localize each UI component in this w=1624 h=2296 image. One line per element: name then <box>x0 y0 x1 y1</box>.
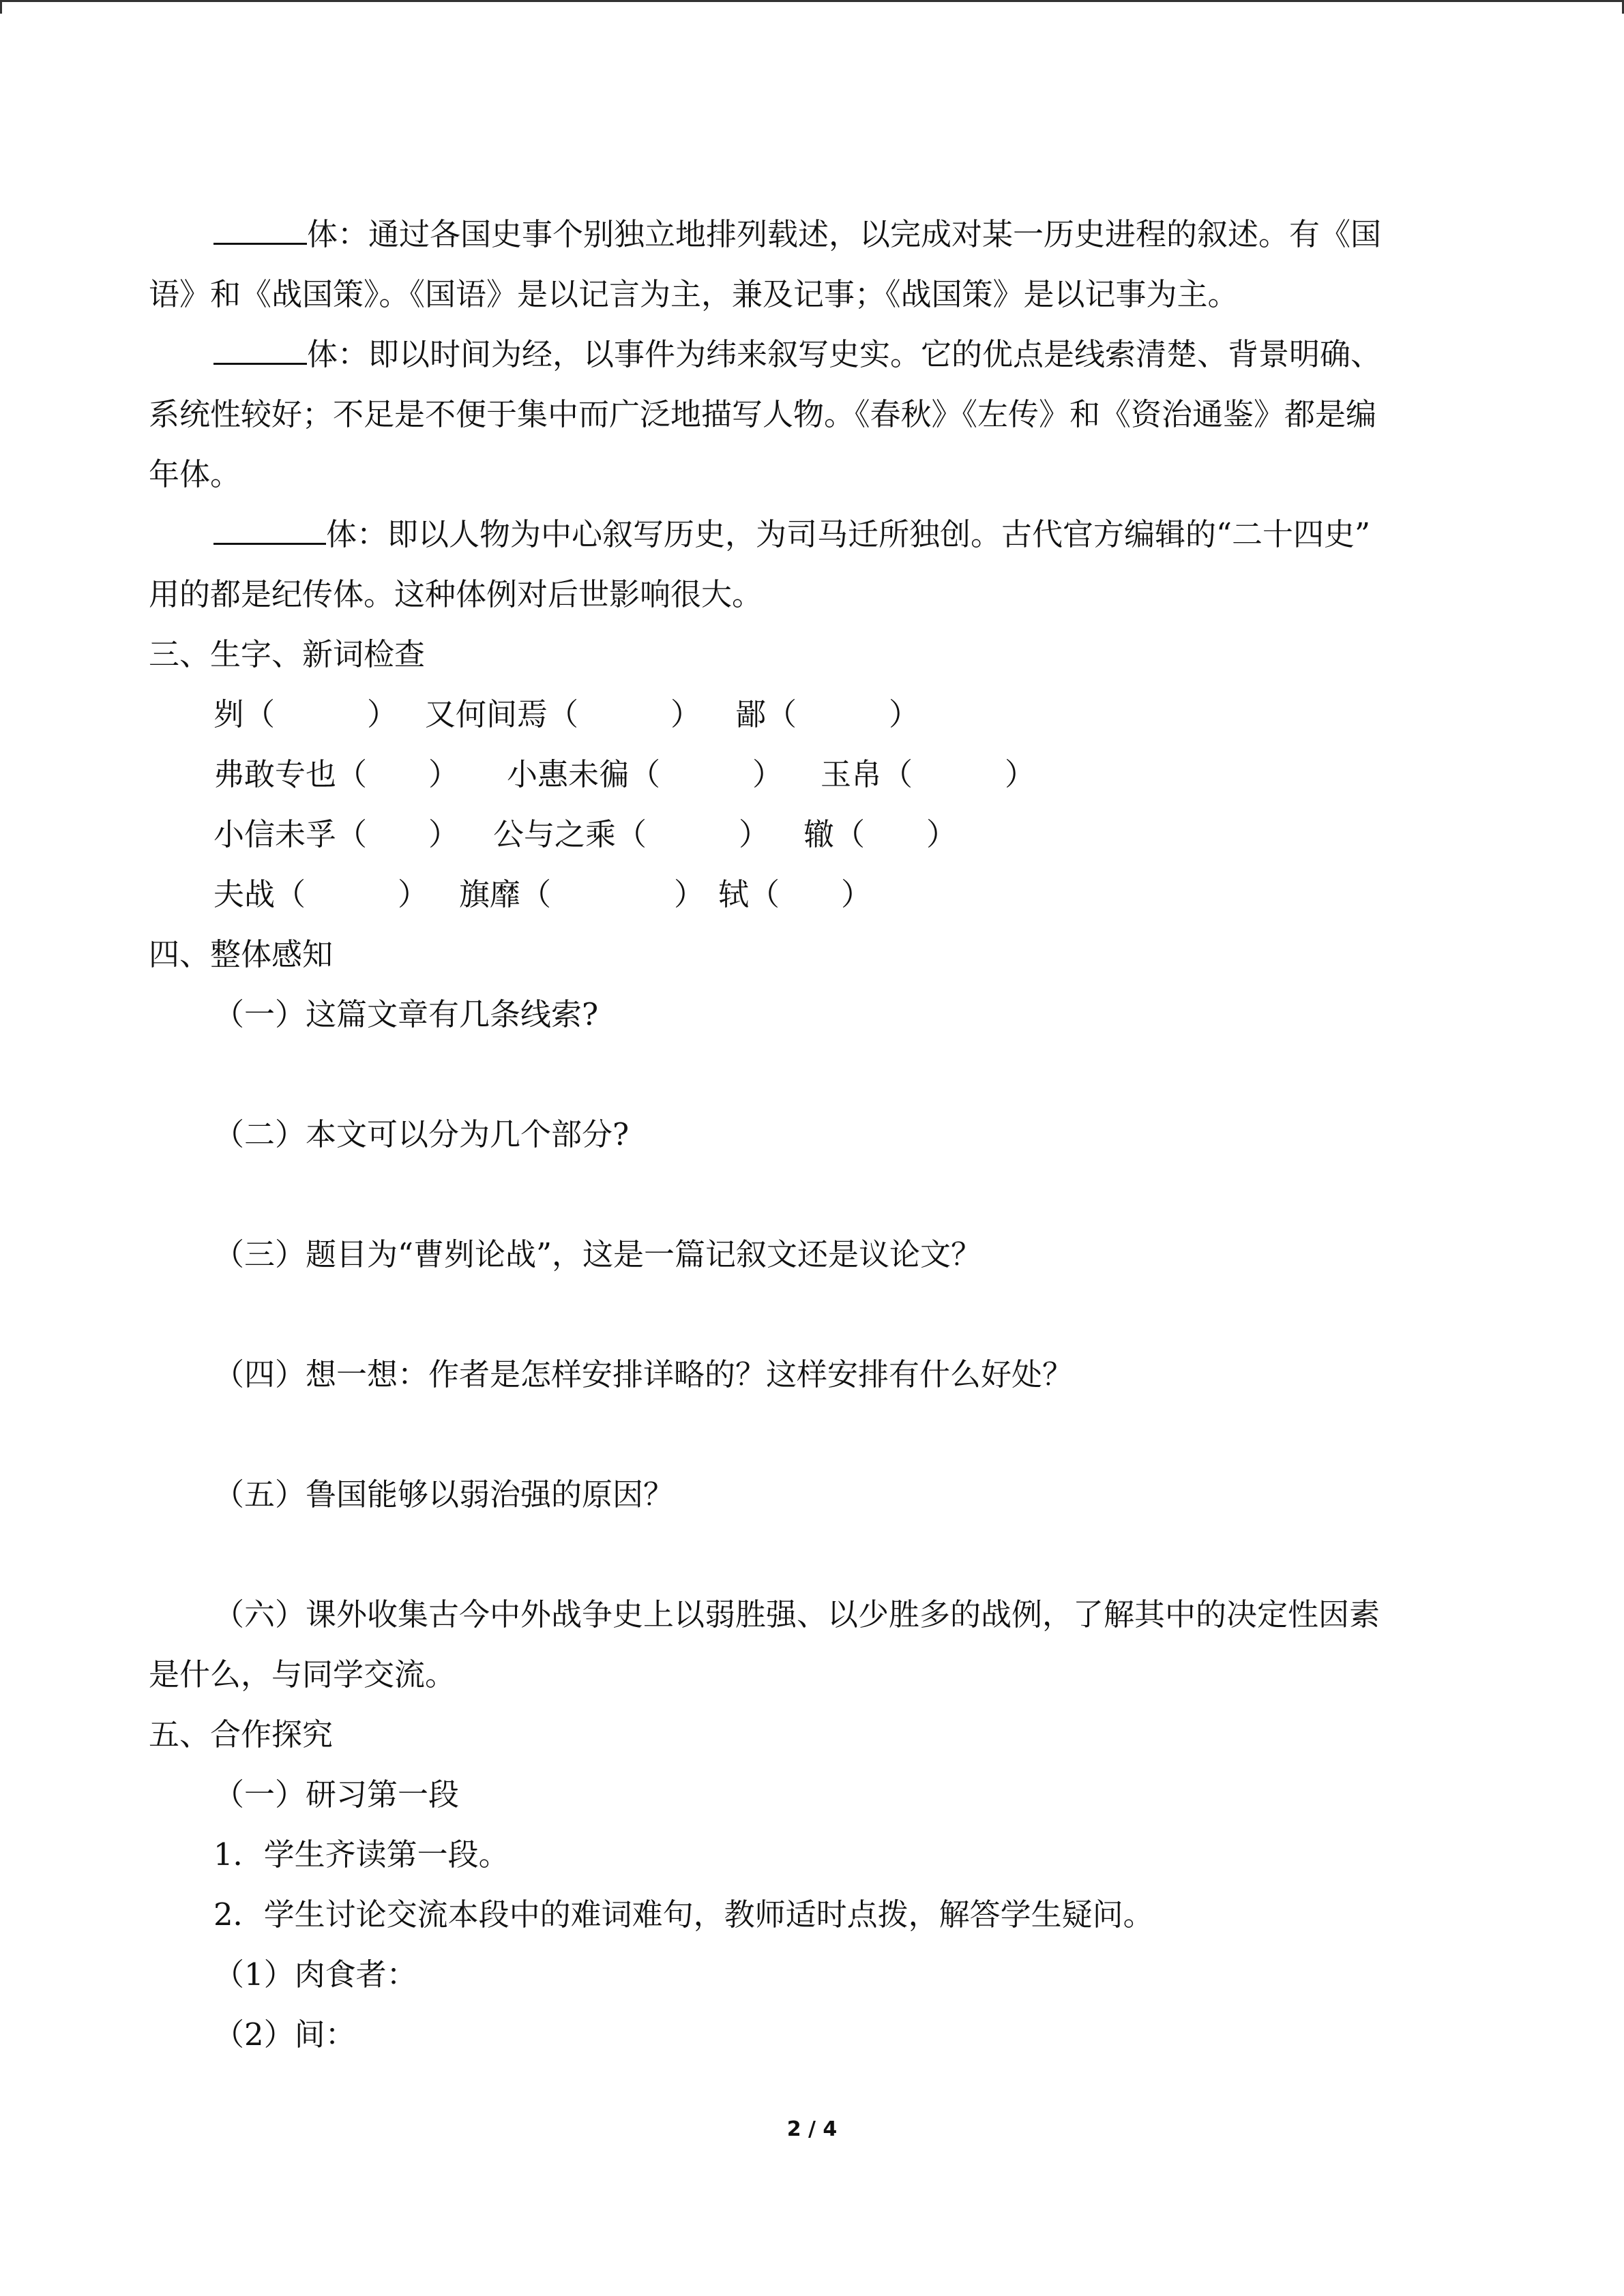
top-border <box>0 0 1624 2</box>
vocab-list <box>149 685 1462 925</box>
answer-space[interactable] <box>149 1285 1462 1345</box>
vocab-row <box>149 805 1462 865</box>
vocab-item: 弗敢专也（ ） <box>213 756 460 792</box>
vocab-item: 旗靡（ ） <box>459 876 705 912</box>
vocab-item: 玉帛（ ） <box>821 756 1036 792</box>
term-item: （2）间： <box>213 2016 356 2053</box>
paragraph-line: 年体。 <box>149 456 241 492</box>
paragraph-jizhuan: 体：即以人物为中心叙写历史，为司马迁所独创。古代官方编辑的“二十四史” <box>149 505 1462 565</box>
vocab-row <box>149 685 1462 745</box>
vocab-item: 夫战（ ） <box>213 876 429 912</box>
paragraph-line: 用的都是纪传体。这种体例对后世影响很大。 <box>149 576 763 612</box>
paragraph-guobie: 体：通过各国史事个别独立地排列载述，以完成对某一历史进程的叙述。有《国 <box>149 205 1462 265</box>
vocab-item: 小惠未徧（ ） <box>507 756 784 792</box>
paragraph-line: 语》和《战国策》。《国语》是以记言为主，兼及记事；《战国策》是以记事为主。 <box>149 276 1239 312</box>
section-heading: 五、合作探究 <box>149 1716 334 1753</box>
answer-space[interactable] <box>149 1405 1462 1465</box>
document-body <box>149 205 1462 2065</box>
term-item: （1）肉食者： <box>213 1956 417 1993</box>
section-heading: 四、整体感知 <box>149 936 334 972</box>
vocab-item: 鄙（ ） <box>735 696 920 732</box>
answer-space[interactable] <box>149 1165 1462 1225</box>
answer-space[interactable] <box>149 1525 1462 1585</box>
vocab-item: 又何间焉（ ） <box>425 696 702 732</box>
crop-mark-left <box>0 0 2 14</box>
question: （三）题目为“曹刿论战”，这是一篇记叙文还是议论文？ <box>213 1236 982 1272</box>
section-heading: 三、生字、新词检查 <box>149 636 426 672</box>
question: （六）课外收集古今中外战争史上以弱胜强、以少胜多的战例，了解其中的决定性因素 <box>213 1596 1381 1632</box>
fill-blank[interactable] <box>213 337 307 365</box>
vocab-item: 轼（ ） <box>718 876 872 912</box>
vocab-item: 公与之乘（ ） <box>493 816 770 852</box>
paragraph-line: 系统性较好；不足是不便于集中而广泛地描写人物。《春秋》《左传》和《资治通鉴》都是编 <box>149 396 1377 432</box>
question: （四）想一想：作者是怎样安排详略的？这样安排有什么好处？ <box>213 1356 1074 1392</box>
page-number: 2 / 4 <box>786 2117 838 2141</box>
paragraph-biannian: 体：即以时间为经，以事件为纬来叙写史实。它的优点是线索清楚、背景明确、 <box>149 325 1462 385</box>
vocab-item: 刿（ ） <box>213 696 398 732</box>
vocab-row <box>149 865 1462 925</box>
subsection-heading: （一）研习第一段 <box>213 1776 460 1813</box>
fill-blank[interactable] <box>213 217 307 245</box>
question: （二）本文可以分为几个部分? <box>213 1116 630 1152</box>
question: （一）这篇文章有几条线索? <box>213 996 599 1032</box>
vocab-item: 小信未孚（ ） <box>213 816 460 852</box>
fill-blank[interactable] <box>213 517 326 545</box>
question: （五）鲁国能够以弱治强的原因？ <box>213 1476 675 1512</box>
vocab-row <box>149 745 1462 805</box>
list-item: 1．学生齐读第一段。 <box>213 1836 510 1873</box>
list-item: 2．学生讨论交流本段中的难词难句，教师适时点拨，解答学生疑问。 <box>213 1896 1154 1933</box>
vocab-item: 辙（ ） <box>803 816 958 852</box>
answer-space[interactable] <box>149 1045 1462 1105</box>
question-line: 是什么，与同学交流。 <box>149 1656 456 1693</box>
